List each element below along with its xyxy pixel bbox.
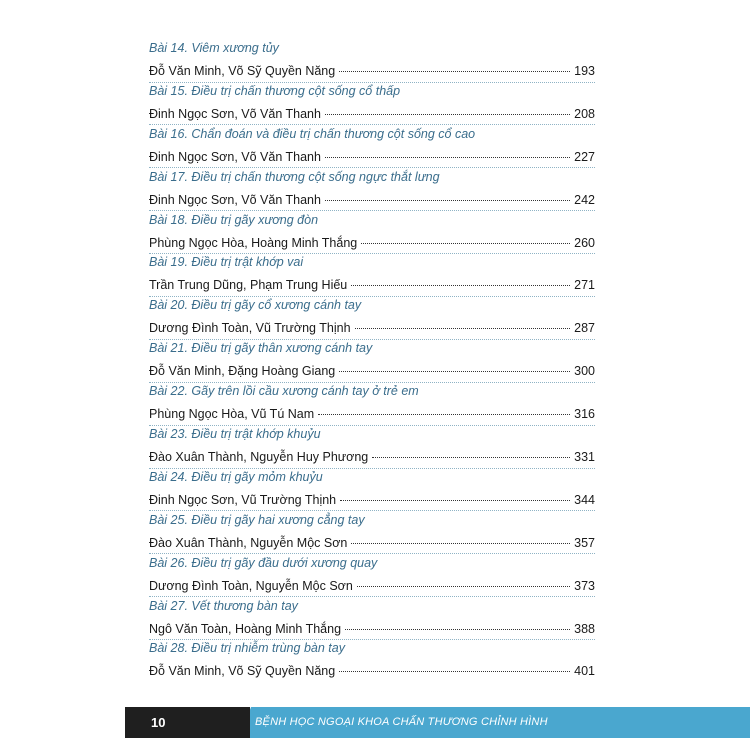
chapter-title: Bài 21. Điều trị gãy thân xương cánh tay [149, 341, 373, 356]
footer-page-number: 10 [125, 707, 250, 738]
dot-leader [340, 500, 570, 501]
dot-leader [325, 114, 570, 115]
page-number: 208 [574, 106, 595, 121]
chapter-authors: Đinh Ngọc Sơn, Võ Văn Thanh [149, 149, 321, 164]
toc-entry [149, 640, 595, 683]
chapter-authors: Đào Xuân Thành, Nguyễn Mộc Sơn [149, 535, 348, 550]
chapter-title: Bài 20. Điều trị gãy cổ xương cánh tay [149, 298, 362, 313]
chapter-title: Bài 14. Viêm xương tủy [149, 41, 279, 55]
chapter-title: Bài 17. Điều trị chấn thương cột sống ngực thắt lưng [149, 169, 440, 184]
author-row [149, 64, 595, 78]
dot-leader [361, 243, 570, 244]
author-row [149, 193, 595, 207]
page-number: 388 [574, 621, 595, 636]
author-row [149, 236, 595, 250]
footer-book-title: BỆNH HỌC NGOẠI KHOA CHẤN THƯƠNG CHỈNH HÌNH [255, 716, 548, 728]
chapter-title: Bài 24. Điều trị gãy mỏm khuỷu [149, 469, 323, 484]
dot-leader [339, 671, 570, 672]
chapter-authors: Đinh Ngọc Sơn, Võ Văn Thanh [149, 192, 321, 207]
chapter-authors: Dương Đình Toàn, Vũ Trường Thịnh [149, 321, 351, 336]
toc-entry [149, 212, 595, 255]
author-row [149, 622, 595, 636]
chapter-authors: Phùng Ngọc Hòa, Hoàng Minh Thắng [149, 235, 358, 250]
dot-leader [339, 371, 570, 372]
toc-entry [149, 426, 595, 469]
chapter-title: Bài 19. Điều trị trật khớp vai [149, 255, 304, 270]
toc-entry [149, 469, 595, 512]
dot-leader [325, 200, 570, 201]
chapter-authors: Đinh Ngọc Sơn, Vũ Trường Thịnh [149, 492, 337, 507]
chapter-authors: Dương Đình Toàn, Nguyễn Mộc Sơn [149, 578, 353, 593]
chapter-authors: Đào Xuân Thành, Nguyễn Huy Phương [149, 450, 369, 465]
author-row [149, 150, 595, 164]
chapter-title: Bài 28. Điều trị nhiễm trùng bàn tay [149, 641, 345, 656]
toc-entry [149, 598, 595, 641]
chapter-title: Bài 22. Gãy trên lồi cầu xương cánh tay ở trẻ em [149, 384, 419, 399]
toc-entry [149, 126, 595, 169]
chapter-title: Bài 23. Điều trị trật khớp khuỷu [149, 427, 321, 442]
dot-leader [345, 629, 570, 630]
author-row [149, 664, 595, 678]
toc-entry [149, 254, 595, 297]
dot-leader [339, 71, 570, 72]
toc-entry [149, 555, 595, 598]
toc-entry [149, 83, 595, 126]
page-number: 260 [574, 235, 595, 250]
author-row [149, 364, 595, 378]
author-row [149, 321, 595, 335]
dot-leader [357, 586, 570, 587]
page-number: 316 [574, 407, 595, 422]
page-number: 344 [574, 492, 595, 507]
toc-entry [149, 383, 595, 426]
chapter-authors: Đỗ Văn Minh, Võ Sỹ Quyền Năng [149, 664, 336, 679]
toc-entry [149, 169, 595, 212]
author-row [149, 107, 595, 121]
table-of-contents [149, 40, 595, 683]
author-row [149, 493, 595, 507]
chapter-authors: Đinh Ngọc Sơn, Võ Văn Thanh [149, 106, 321, 121]
chapter-title: Bài 26. Điều trị gãy đầu dưới xương quay [149, 555, 378, 570]
chapter-authors: Đỗ Văn Minh, Võ Sỹ Quyền Năng [149, 64, 336, 78]
dot-leader [351, 285, 570, 286]
page-number: 227 [574, 149, 595, 164]
dot-leader [351, 543, 570, 544]
author-row [149, 407, 595, 421]
author-row [149, 278, 595, 292]
page-number: 401 [574, 664, 595, 679]
toc-entry [149, 297, 595, 340]
page-number: 271 [574, 278, 595, 293]
page-number: 300 [574, 364, 595, 379]
chapter-title: Bài 18. Điều trị gãy xương đòn [149, 212, 319, 227]
chapter-authors: Đỗ Văn Minh, Đặng Hoàng Giang [149, 364, 336, 379]
dot-leader [325, 157, 570, 158]
dot-leader [372, 457, 570, 458]
page-number: 242 [574, 192, 595, 207]
page-number: 193 [574, 64, 595, 78]
author-row [149, 579, 595, 593]
page-number: 331 [574, 450, 595, 465]
page-footer [125, 707, 750, 738]
page-number: 287 [574, 321, 595, 336]
author-row [149, 536, 595, 550]
toc-entry [149, 40, 595, 83]
chapter-title: Bài 15. Điều trị chấn thương cột sống cổ thấp [149, 83, 401, 98]
toc-entry [149, 340, 595, 383]
page-number: 357 [574, 535, 595, 550]
chapter-title: Bài 25. Điều trị gãy hai xương cẳng tay [149, 512, 365, 527]
toc-entry [149, 512, 595, 555]
page-number: 373 [574, 578, 595, 593]
dot-leader [318, 414, 570, 415]
chapter-authors: Ngô Văn Toàn, Hoàng Minh Thắng [149, 621, 342, 636]
chapter-authors: Trần Trung Dũng, Phạm Trung Hiếu [149, 278, 348, 293]
chapter-title: Bài 16. Chẩn đoán và điều trị chấn thương cột sống cổ cao [149, 126, 476, 141]
dot-leader [355, 328, 571, 329]
author-row [149, 450, 595, 464]
chapter-title: Bài 27. Vết thương bàn tay [149, 598, 298, 613]
chapter-authors: Phùng Ngọc Hòa, Vũ Tú Nam [149, 407, 315, 422]
